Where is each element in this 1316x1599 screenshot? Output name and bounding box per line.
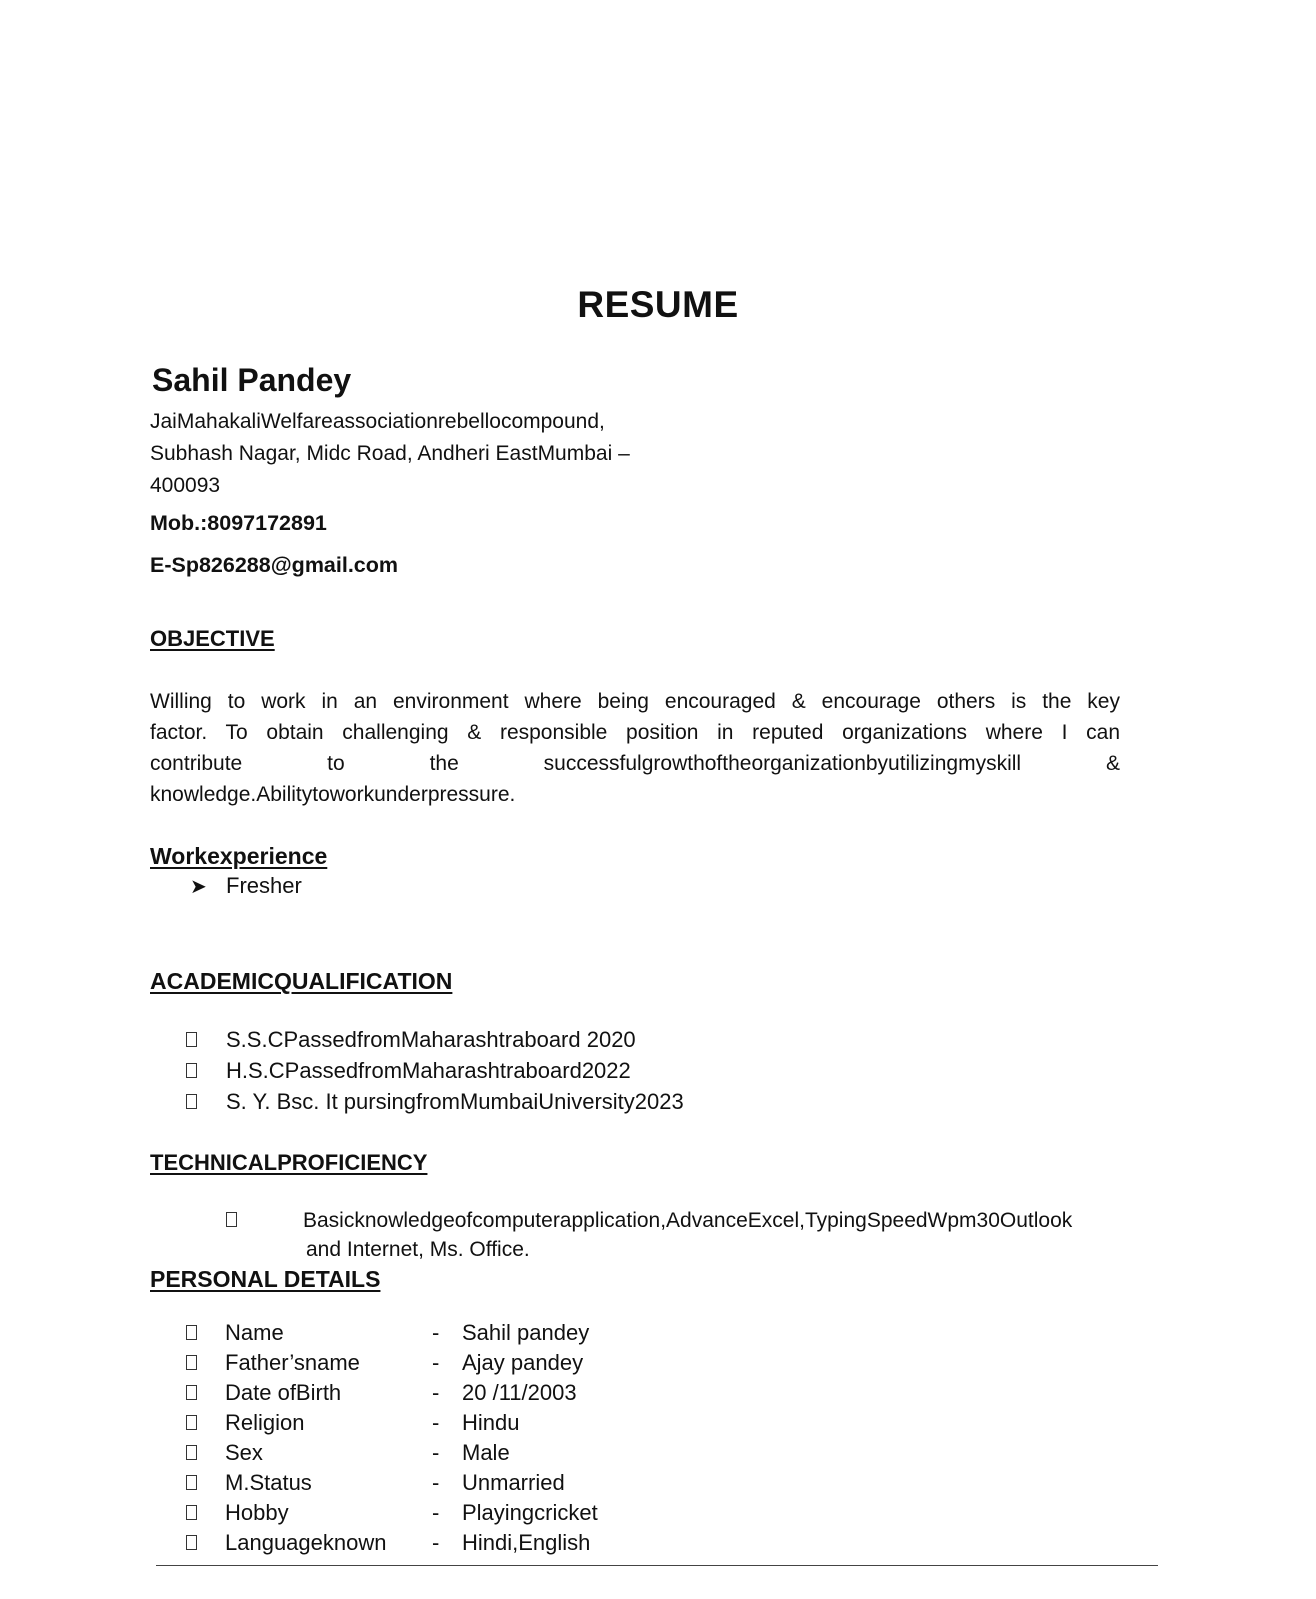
square-bullet-icon [186,1385,197,1400]
personal-label: Hobby [225,1500,289,1525]
personal-value: Male [462,1440,510,1465]
personal-value: Hindu [462,1410,520,1435]
personal-label: Name [225,1320,284,1345]
list-item [186,1086,684,1117]
square-bullet-icon [186,1445,197,1460]
objective-line: knowledge.Abilitytoworkunderpressure. [150,783,516,806]
work-experience-heading: Workexperience [150,843,328,869]
objective-paragraph [150,686,1120,810]
personal-value: Hindi,English [462,1530,591,1555]
personal-value: 20 /11/2003 [462,1380,577,1405]
personal-value: Playingcricket [462,1500,598,1525]
mobile-number: Mob.:8097172891 [150,511,327,535]
separator: - [432,1470,440,1495]
academic-heading: ACADEMICQUALIFICATION [150,968,453,994]
academic-item-text: S. Y. Bsc. It pursingfromMumbaiUniversity2023 [226,1089,684,1114]
separator: - [432,1530,440,1555]
personal-label: Religion [225,1410,305,1435]
objective-line: contribute to the successfulgrowthoftheorganizationbyutilizingmyskill & [150,752,1120,775]
document-title: RESUME [577,284,739,325]
square-bullet-icon [186,1475,197,1490]
list-item [186,1024,684,1055]
objective-heading: OBJECTIVE [150,626,275,651]
personal-value: Sahil pandey [462,1320,590,1345]
technical-text-line: and Internet, Ms. Office. [306,1238,530,1261]
personal-value: Ajay pandey [462,1350,584,1375]
square-bullet-icon [226,1212,237,1227]
personal-label: Sex [225,1440,263,1465]
work-experience-item [190,873,302,899]
academic-list [186,1024,684,1117]
square-bullet-icon [186,1535,197,1550]
separator: - [432,1320,440,1345]
personal-label: Languageknown [225,1530,387,1555]
academic-item-text: S.S.CPassedfromMaharashtraboard 2020 [226,1027,636,1052]
bottom-divider [156,1565,1158,1566]
square-bullet-icon [186,1355,197,1370]
square-bullet-icon [186,1032,197,1047]
address-line: 400093 [150,474,221,497]
square-bullet-icon [186,1505,197,1520]
personal-label: Father’sname [225,1350,360,1375]
personal-label: M.Status [225,1470,312,1495]
work-experience-text: Fresher [226,873,302,898]
separator: - [432,1380,440,1405]
academic-item-text: H.S.CPassedfromMaharashtraboard2022 [226,1058,631,1083]
square-bullet-icon [186,1325,197,1340]
address-line: Subhash Nagar, Midc Road, Andheri EastMumbai – [150,442,630,465]
square-bullet-icon [186,1415,197,1430]
square-bullet-icon [186,1094,197,1109]
square-bullet-icon [186,1063,197,1078]
address-block [150,406,710,502]
technical-text-line: Basicknowledgeofcomputerapplication,AdvanceExcel,TypingSpeedWpm30Outlook [303,1209,1073,1232]
address-line: JaiMahakaliWelfareassociationrebellocompound, [150,410,605,433]
objective-line: Willing to work in an environment where being encouraged & encourage others is the key [150,690,1120,713]
technical-heading: TECHNICALPROFICIENCY [150,1150,428,1175]
separator: - [432,1410,440,1435]
personal-details-heading: PERSONAL DETAILS [150,1266,381,1292]
separator: - [432,1350,440,1375]
separator: - [432,1500,440,1525]
personal-label: Date ofBirth [225,1380,342,1405]
candidate-name: Sahil Pandey [152,362,352,398]
objective-line: factor. To obtain challenging & responsible position in reputed organizations where I can [150,721,1120,744]
personal-value: Unmarried [462,1470,565,1495]
separator: - [432,1440,440,1465]
email-address: E-Sp826288@gmail.com [150,553,399,577]
arrow-bullet-icon: ➤ [190,876,207,898]
list-item [186,1055,684,1086]
